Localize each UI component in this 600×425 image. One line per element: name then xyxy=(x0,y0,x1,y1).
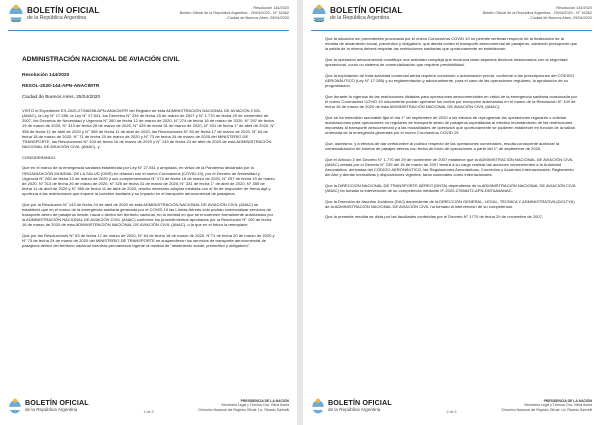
header-meta xyxy=(179,6,289,20)
national-seal-icon xyxy=(311,4,327,22)
paragraph: Que por la Resolución N° 143 de fecha 24 de abril de 2020 de esta ADMINISTRACIÓN NACIONAL DE AVIACIÓN CIVIL (ANAC) se estableció que en el marco de la emergencia sanitaria generada por el COVID 19 las Líneas Aéreas sólo podrán comercializar servicios de transporte aéreo de pasajeros desde, hacia o dentro del territorio nacional, en la medida en que se encuentren formalmente autorizados por la ADMINISTRACIÓN NACIONAL DE AVIACIÓN CIVIL (ANAC) conforme los procedimientos aprobados por la Resolución N° 100 de fecha 16 de marzo de 2020 de esta ADMINISTRACIÓN NACIONAL DE AVIACIÓN CIVIL (ANAC), o la que en el futuro la reemplace. xyxy=(22,201,274,228)
footer-secretary: Secretaría Legal y Técnica: Dra. Vilma Ibarra xyxy=(221,403,289,408)
paragraph: Que, asimismo, y a efectos de dar certidumbre al público respecto de las operaciones comerciales, resulta conducente autorizar la comercialización de boletos de pasajes aéreos con fecha de inicio de operaciones a partir del 1° de septiembre de 2020. xyxy=(325,140,560,151)
footer-brand-title: BOLETÍN OFICIAL xyxy=(25,398,89,407)
paragraph: Que el Artículo 2 del Decreto N° 1.770 del 29 de noviembre de 2007 establece que la ADMINISTRACIÓN NACIONAL DE AVIACIÓN CIVIL (ANAC) creada por el Decreto N° 239 del 15 de marzo de 2007 tendrá a su cargo realizar las acciones concernientes a la Autoridad Aeronáutica, derivadas del CÓDIGO AERONÁUTICO, las Regulaciones Aeronáuticas, Convenios y Acuerdos Internacionales, Reglamento del Aire y demás normativas y disposiciones vigentes, tanto nacionales como internacionales. xyxy=(325,156,574,178)
footer-presidency: PRESIDENCIA DE LA NACIÓN xyxy=(240,399,289,403)
paragraph: Que la operación aerocomercial constituye una actividad compleja que involucra tanto aspectos técnicos relacionados con la seguridad operacional, como un sistema de comercialización que requiere previsibilidad. xyxy=(325,56,568,68)
paragraph: Que por las Resoluciones N° 63 de fecha 17 de marzo de 2020, N° 64 de fecha 18 de marzo de 2020, N°71 de fecha 20 de marzo de 2020 y N° 73 de fecha 24 de marzo de 2020 del MINISTERIO DE TRANSPORTE se suspendieron los servicios de transporte aerocomercial de pasajeros dentro del territorio nacional mientras permanezca vigente la medida de "aislamiento social, preventivo y obligatorio". xyxy=(22,233,275,249)
paragraph: Que la explotación de toda actividad comercial aérea requiere concesión o autorización previa, conforme a las prescripciones del CÓDIGO AERONÁUTICO (Ley N° 17.285) y su reglamentación y adicionalmente, para el caso de las operaciones regulares, la aprobación de su programación. xyxy=(325,72,575,89)
header-meta xyxy=(482,6,592,20)
footer-brand-subtitle: de la República Argentina xyxy=(328,407,381,412)
paragraph: Que se ha entendido razonable fijar el día 1° de septiembre de 2020 a los efectos de reprogramar las operaciones regulares o solicitar autorizaciones para operaciones no regulares de transporte aéreo de pasajeros supeditadas al efectivo levantamiento de las restricciones impuestas al transporte aerocomercial y a las modalidades de operación que oportunamente se pudieren establecer en función de la salida ordenada de la emergencia generada por el nuevo Coronavirus COVID 19. xyxy=(325,114,575,136)
brand-subtitle: de la República Argentina xyxy=(27,14,87,21)
paragraph: Que la DIRECCIÓN NACIONAL DE TRANSPORTE AÉREO (DNTA) dependiente de la ADMINISTRACIÓN NACIONAL DE AVIACIÓN CIVIL (ANAC) ha tomado la intervención de su competencia mediante IF-2020-27658472-APN-DNTAA#ANAC. xyxy=(325,182,577,193)
resolution-code: RESOL-2020-144-APN-ANACIMTR xyxy=(22,84,100,89)
national-seal-icon xyxy=(8,4,24,22)
brand-title: BOLETÍN OFICIAL xyxy=(330,5,403,15)
header-resolution: Resolución 144/2020 xyxy=(556,6,592,10)
footer-brand-subtitle: de la República Argentina xyxy=(25,407,78,412)
boletin-logo xyxy=(311,4,402,22)
page-footer xyxy=(303,395,600,425)
footer-direction: Dirección Nacional del Registro Oficial: Lic. Ricardo Sarinelli xyxy=(501,407,592,412)
page-body xyxy=(22,56,275,254)
header-divider xyxy=(311,30,592,31)
page-header xyxy=(303,0,600,30)
paragraph: Que en el marco de la emergencia sanitaria establecida por Ley N° 27.541 y ampliada, en virtud de la Pandemia declarada por la ORGANIZACIÓN MUNDIAL DE LA SALUD (OMS) en relación con el nuevo Coronavirus (COVID-19), por el Decreto de Necesidad y Urgencia N° 260 de fecha 12 de marzo de 2020 y sus complementarios N° 274 de fecha 16 de marzo de 2020, N° 297 de fecha 19 de marzo de 2020, N° 313 de fecha 26 de marzo de 2020, N° 325 de fecha 31 de marzo de 2020, N° 331 de fecha 1° de abril de 2020, N° 355 de fecha 11 de abril de 2020 y N° 365 de fecha 11 de abril de 2020, resulta necesario adoptar medidas con el fin de responder de forma ágil y oportuna a las restricciones que impone la cuestión sanitaria y su impacto en el transporte aerocomercial de pasajeros. xyxy=(22,165,275,197)
footer-presidency: PRESIDENCIA DE LA NACIÓN xyxy=(543,399,592,403)
footer-brand-title: BOLETÍN OFICIAL xyxy=(328,398,392,407)
page-body xyxy=(325,36,578,225)
page-footer xyxy=(0,395,297,425)
header-divider xyxy=(8,30,289,31)
national-seal-icon xyxy=(8,398,22,414)
national-seal-icon xyxy=(311,398,325,414)
paragraph: Que la presente medida se dicta por las facultades conferidas por el Decreto N° 1770 de fecha 29 de noviembre de 2007. xyxy=(325,214,544,220)
page-number: 1 de 3 xyxy=(143,410,154,414)
paragraph: Que durante la vigencia de las restricciones dictadas para operaciones aerocomerciales en virtud de la emergencia sanitaria ocasionada por el nuevo Coronavirus COVID 19 únicamente podrán operarse los vuelos por excepción autorizados en el marco de la Resolución N° 100 de fecha 16 de marzo de 2020 de esta ADMINISTRACIÓN NACIONAL DE AVIACIÓN CIVIL (ANAC). xyxy=(325,93,577,110)
header-bulletin-info: Boletín Oficial de la República Argentina - 29/04/2020 - N° 34362 - Ciudad de Buenos Aires, 29/04/2020 xyxy=(482,10,592,20)
document-page-2 xyxy=(303,0,600,425)
paragraph: Que la situación sin precedentes provocada por el nuevo Coronavirus COVID 19 no permite certezas respecto de la finalización de la medida de aislamiento social, preventivo y obligatorio, que atenta contra el transporte aerocomercial de pasajeros, cabiendo presuponer que la salida de la misma deberá respetar las restricciones sanitarias que oportunamente se establezcan. xyxy=(325,36,578,52)
header-resolution: Resolución 144/2020 xyxy=(253,6,289,10)
paragraph: VISTO el Expediente EX-2020-27346258-APN-ANACIMTR del Registro de esta ADMINISTRACIÓN NACIONAL DE AVIACIÓN CIVIL (ANAC), la Ley N° 17.285, la Ley N° 27.541, los Decretos N° 239 de fecha 15 de marzo de 2007 y N° 1.770 de fecha 29 de noviembre de 2007, los Decretos de Necesidad y Urgencia N° 260 de fecha 12 de marzo de 2020, N° 274 de fecha 16 de marzo de 2020, N° 297 de fecha 19 de marzo de 2020, N° 313 de fecha 26 de marzo de 2020, N° 325 de fecha 31 de marzo de 2020, N° 331 de fecha 1° de abril de 2020, N° 355 de fecha 11 de abril de 2020 y N° 365 de fecha 11 de abril de 2020, las Resoluciones N° 63 de fecha 17 de marzo de 2020, N° 64 de fecha 18 de marzo de 2020, N° 71 de fecha 20 de marzo de 2020 y N° 73 de fecha 24 de marzo de 2020 del MINISTERIO DE TRANSPORTE, las Resoluciones N° 100 de fecha 16 de marzo de 2020 y N° 143 de fecha 24 de abril de 2020 de esta ADMINISTRACIÓN NACIONAL DE AVIACIÓN CIVIL (ANAC), y xyxy=(22,108,275,150)
paragraph: CONSIDERANDO: xyxy=(22,154,57,160)
place-date: Ciudad de Buenos Aires, 25/04/2020 xyxy=(22,95,101,100)
brand-title: BOLETÍN OFICIAL xyxy=(27,5,100,15)
page-number: 2 de 3 xyxy=(446,410,457,414)
footer-meta xyxy=(472,399,592,412)
footer-secretary: Secretaría Legal y Técnica: Dra. Vilma Ibarra xyxy=(524,403,592,408)
footer-logo xyxy=(8,398,89,414)
footer-meta xyxy=(169,399,289,412)
document-title: ADMINISTRACIÓN NACIONAL DE AVIACIÓN CIVIL xyxy=(22,56,180,63)
boletin-logo xyxy=(8,4,99,22)
brand-subtitle: de la República Argentina xyxy=(330,14,390,21)
footer-direction: Dirección Nacional del Registro Oficial: Lic. Ricardo Sarinelli xyxy=(198,407,289,412)
paragraph: Que la Dirección de Asuntos Jurídicos (DAJ) dependiente de la DIRECCIÓN GENERAL, LEGAL, TÉCNICA Y ADMINISTRATIVA (DGLTYA) de la ADMINISTRACIÓN NACIONAL DE AVIACIÓN CIVIL ha tomado la intervención de su competencia. xyxy=(325,198,575,209)
footer-logo xyxy=(311,398,392,414)
header-bulletin-info: Boletín Oficial de la República Argentina - 29/04/2020 - N° 34362 - Ciudad de Buenos Aires, 29/04/2020 xyxy=(179,10,289,20)
page-header xyxy=(0,0,297,30)
resolution-number: Resolución 144/2020 xyxy=(22,73,70,78)
document-page-1 xyxy=(0,0,297,425)
